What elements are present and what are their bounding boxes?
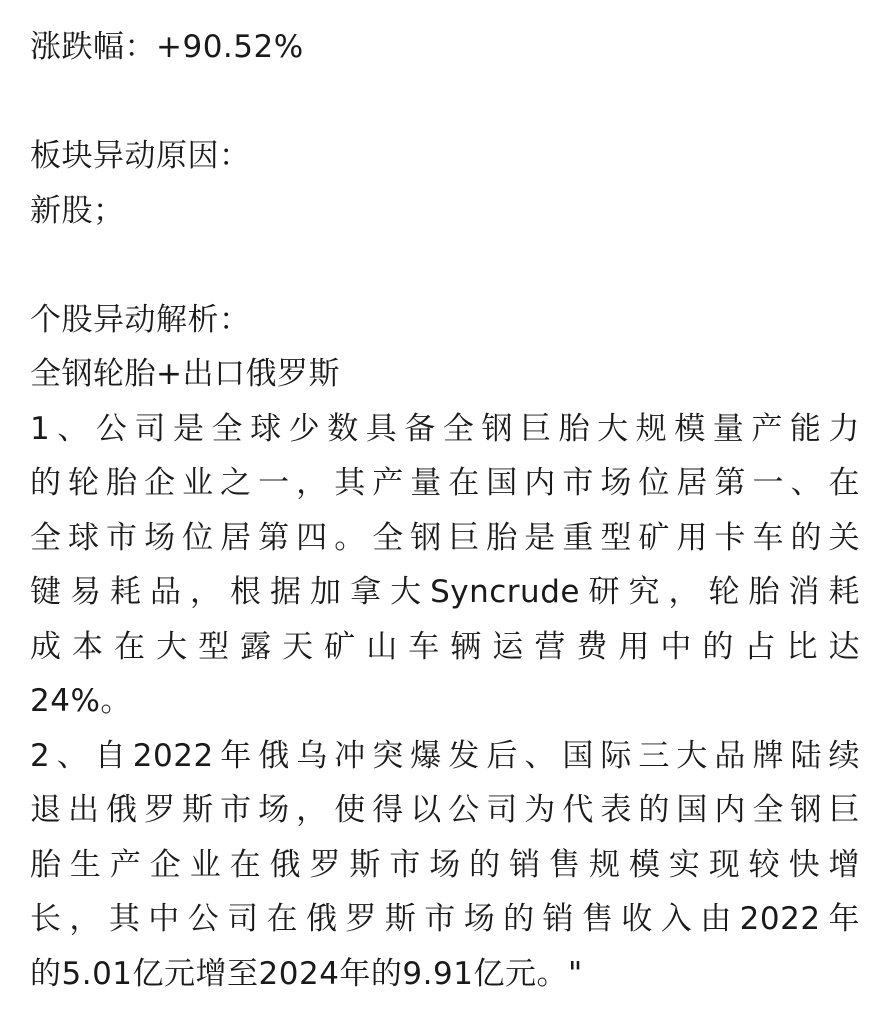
document-body xyxy=(30,20,860,1001)
paragraph-line: 的5.01亿元增至2024年的9.91亿元。" xyxy=(30,955,583,992)
sector-reason: 新股； xyxy=(30,192,125,229)
change-label: 涨跌幅： xyxy=(30,29,156,65)
analysis-point-1 xyxy=(30,402,860,729)
paragraph-line: 24%。 xyxy=(30,683,132,719)
analysis-point-2 xyxy=(30,729,860,1002)
paragraph-line: 退出俄罗斯市场，使得以公司为代表的国内全钢巨 xyxy=(30,792,860,828)
paragraph-line: 键易耗品，根据加拿大Syncrude研究，轮胎消耗 xyxy=(30,574,860,610)
analysis-theme: 全钢轮胎+出口俄罗斯 xyxy=(30,356,340,392)
sector-heading: 板块异动原因： xyxy=(30,138,251,174)
paragraph-line: 1、公司是全球少数具备全钢巨胎大规模量产能力 xyxy=(30,410,860,447)
paragraph-line: 全球市场位居第四。全钢巨胎是重型矿用卡车的关 xyxy=(30,519,860,556)
change-line xyxy=(30,20,860,75)
spacer xyxy=(30,75,860,130)
change-value: +90.52% xyxy=(156,29,304,65)
analysis-heading: 个股异动解析： xyxy=(30,301,251,338)
paragraph-line: 2、自2022年俄乌冲突爆发后、国际三大品牌陆续 xyxy=(30,737,860,774)
paragraph-line: 成本在大型露天矿山车辆运营费用中的占比达 xyxy=(30,628,860,665)
paragraph-line: 的轮胎企业之一，其产量在国内市场位居第一、在 xyxy=(30,465,860,501)
spacer xyxy=(30,238,860,293)
paragraph-line: 长，其中公司在俄罗斯市场的销售收入由2022年 xyxy=(30,901,860,937)
paragraph-line: 胎生产企业在俄罗斯市场的销售规模实现较快增 xyxy=(30,846,860,883)
